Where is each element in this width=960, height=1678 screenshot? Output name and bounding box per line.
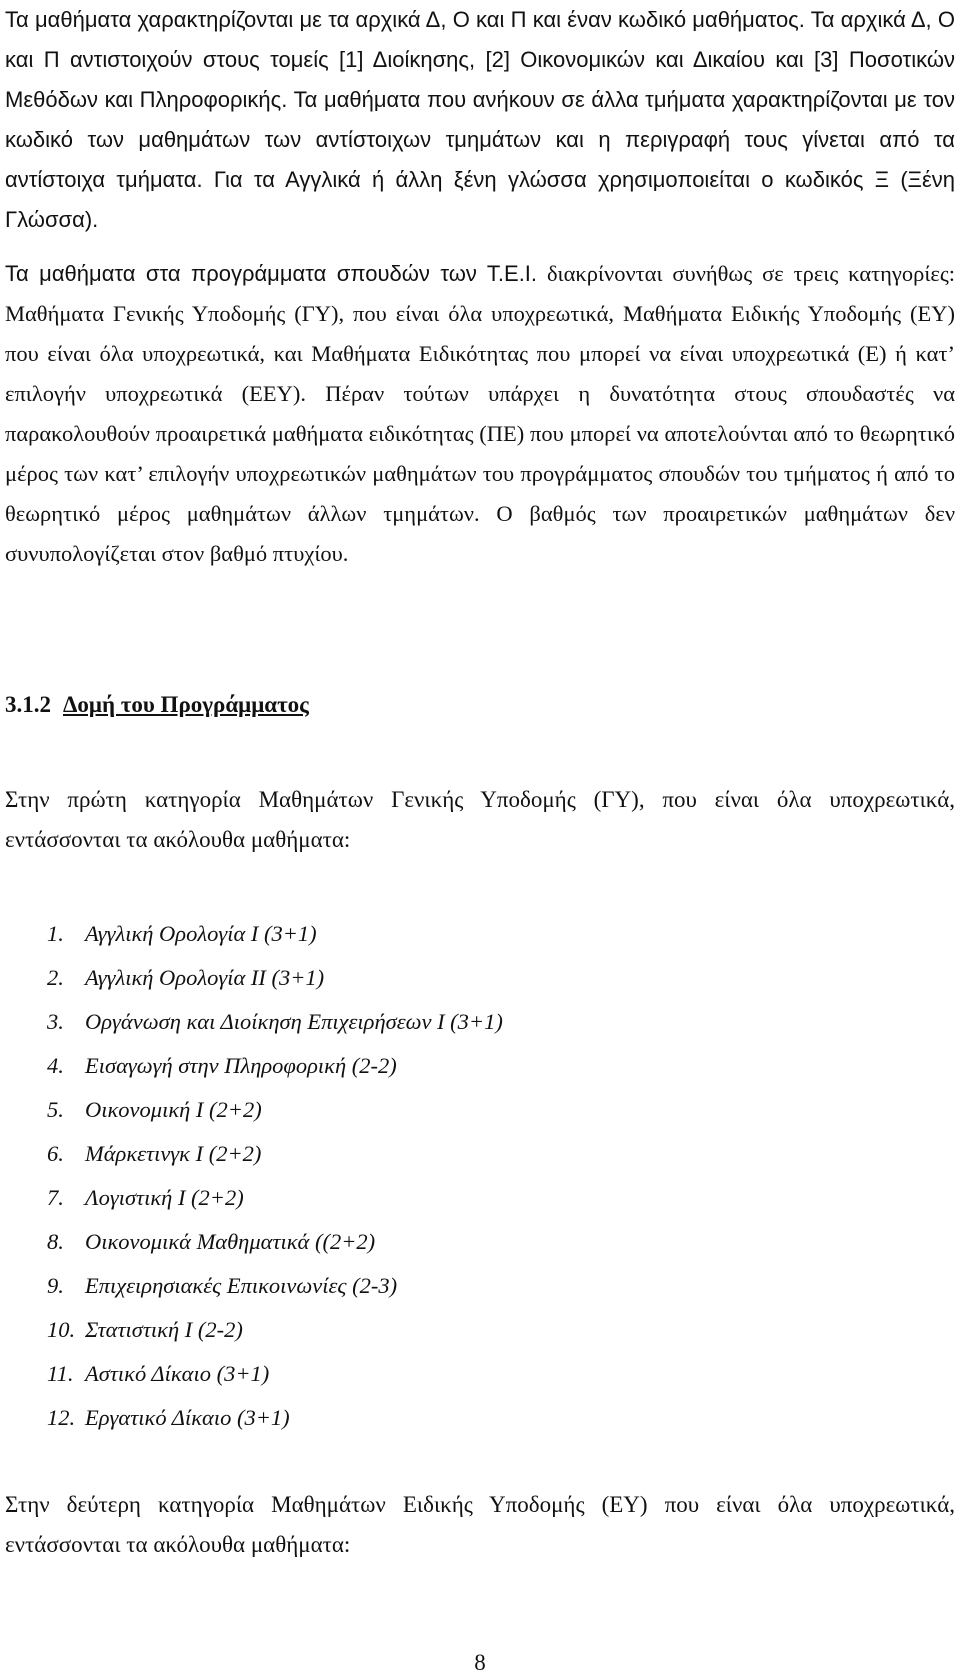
list-item — [47, 1000, 503, 1044]
list-item-number: 11. — [47, 1361, 74, 1386]
intro-general-courses: Στην πρώτη κατηγορία Μαθημάτων Γενικής Υποδομής (ΓΥ), που είναι όλα υποχρεωτικά, εντάσσονται τα ακόλουθα μαθήματα: — [5, 787, 955, 852]
list-item — [47, 1264, 503, 1308]
course-name: Οικονομικά Μαθηματικά ((2+2) — [85, 1229, 376, 1254]
paragraph-course-categories — [5, 254, 955, 574]
list-item — [47, 1132, 503, 1176]
course-name: Εισαγωγή στην Πληροφορική (2-2) — [85, 1053, 397, 1078]
course-name: Αγγλική Ορολογία Ι (3+1) — [85, 921, 317, 946]
list-item — [47, 1308, 503, 1352]
list-item-number: 3. — [47, 1009, 64, 1034]
list-item-number: 1. — [47, 921, 64, 946]
course-name: Επιχειρησιακές Επικοινωνίες (2-3) — [85, 1273, 398, 1298]
course-list — [47, 912, 503, 1440]
paragraph-course-codes: Τα μαθήματα χαρακτηρίζονται με τα αρχικά Δ, Ο και Π και έναν κωδικό μαθήματος. Τα αρχικά Δ, Ο και Π αντιστοιχούν στους τομείς [1] Διοίκησης, [2] Οικονομικών και Δικαίου και [3] Ποσοτικών Μεθόδων και Πληροφορικής. Τα μαθήματα που ανήκουν σε άλλα τμήματα χαρακτηρίζονται με τον κωδικό των μαθημάτων των αντίστοιχων τμημάτων και η περιγραφή τους γίνεται από τα αντίστοιχα τμήματα. Για τα Αγγλικά ή άλλη ξένη γλώσσα χρησιμοποιείται ο κωδικός Ξ (Ξένη Γλώσσα). — [5, 7, 955, 232]
course-name: Εργατικό Δίκαιο (3+1) — [85, 1405, 290, 1430]
page-number: 8 — [474, 1650, 486, 1675]
list-item-number: 5. — [47, 1097, 64, 1122]
course-name: Αστικό Δίκαιο (3+1) — [85, 1361, 270, 1386]
list-item-number: 8. — [47, 1229, 64, 1254]
list-item — [47, 1176, 503, 1220]
list-item-number: 4. — [47, 1053, 64, 1078]
paragraph-body-text: διακρίνονται συνήθως σε τρεις κατηγορίες: Μαθήματα Γενικής Υποδομής (ΓΥ), που είναι όλα υποχρεωτικά, Μαθήματα Ειδικής Υποδομής (ΕΥ) που είναι όλα υποχρεωτικά, και Μαθήματα Ειδικότητας που μπορεί να είναι υποχρεωτικά (Ε) ή κατ’ επιλογήν υποχρεωτικά (ΕΕΥ). Πέραν τούτων υπάρχει η δυνατότητα στους σπουδαστές να παρακολουθούν προαιρετικά μαθήματα ειδικότητας (ΠΕ) που μπορεί να αποτελούνται από το θεωρητικό μέρος των κατ’ επιλογήν υποχρεωτικών μαθημάτων του προγράμματος σπουδών του τμήματος ή από το θεωρητικό μέρος μαθημάτων άλλων τμημάτων. Ο βαθμός των προαιρετικών μαθημάτων δεν συνυπολογίζεται στον βαθμό πτυχίου. — [5, 261, 955, 566]
list-item — [47, 912, 503, 956]
list-item — [47, 1044, 503, 1088]
list-item — [47, 1396, 503, 1440]
course-name: Μάρκετινγκ Ι (2+2) — [85, 1141, 262, 1166]
list-item — [47, 1220, 503, 1264]
course-name: Αγγλική Ορολογία ΙΙ (3+1) — [85, 965, 325, 990]
course-name: Οικονομική Ι (2+2) — [85, 1097, 262, 1122]
course-name: Οργάνωση και Διοίκηση Επιχειρήσεων Ι (3+1) — [85, 1009, 503, 1034]
list-item-number: 7. — [47, 1185, 64, 1210]
list-item-number: 9. — [47, 1273, 64, 1298]
section-number: 3.1.2 — [5, 692, 51, 717]
course-name: Στατιστική Ι (2-2) — [85, 1317, 243, 1342]
list-item-number: 12. — [47, 1405, 76, 1430]
list-item-number: 2. — [47, 965, 64, 990]
list-item — [47, 956, 503, 1000]
intro-special-courses: Στην δεύτερη κατηγορία Μαθημάτων Ειδικής Υποδομής (ΕΥ) που είναι όλα υποχρεωτικά, εντάσσονται τα ακόλουθα μαθήματα: — [5, 1492, 955, 1557]
list-item — [47, 1352, 503, 1396]
section-title: Δομή του Προγράμματος — [63, 692, 309, 717]
list-item-number: 6. — [47, 1141, 64, 1166]
course-name: Λογιστική Ι (2+2) — [85, 1185, 244, 1210]
paragraph-lead-text: Τα μαθήματα στα προγράμματα σπουδών των Τ.Ε.Ι. — [5, 261, 538, 286]
list-item-number: 10. — [47, 1317, 76, 1342]
section-heading — [5, 690, 309, 720]
list-item — [47, 1088, 503, 1132]
